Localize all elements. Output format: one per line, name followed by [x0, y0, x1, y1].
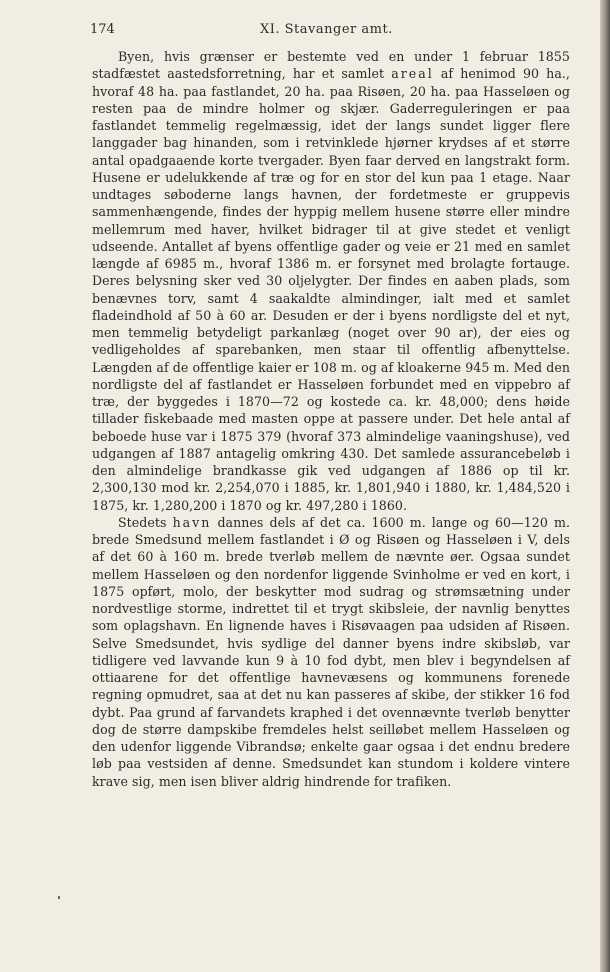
paragraph-text: dannes dels af det ca. 1600 m. lange og 60—120 m. brede Smedsund mellem fastlandet i Ø og Risøen og Hasseløen i V, dels af det 60 à 160 m. brede tverløb mellem de nævnte øer. Ogsaa sundet mellem Hasseløen og den nordenfor liggende Svinholme er ved en kort, i 1875 opført, molo, der beskytter mod sudrag og strømsætning under nordvestlige storme, indrettet til et trygt skibsleie, der navnlig benyttes som oplagshavn. En lignende haves i Risøvaagen paa udsiden af Risøen. Selve Smedsundet, hvis sydlige del danner byens indre skibsløb, var tidligere ved lavvande kun 9 à 10 fod dybt, men blev i begyndelsen af ottiaarene for det offentlige havnevæsens og kommunens forenede regning opmudret, saa at det nu kan passeres af skibe, der stikker 16 fod dybt. Paa grund af farvandets kraphed i det ovennævnte tverløb benytter dog de større dampskibe fremdeles helst seilløbet mellem Hasseløen og den udenfor liggende Vibrandsø; enkelte gaar ogsaa i det endnu bredere løb paa vestsiden af denne. Smedsundet kan stundom i koldere vintere krave sig, men isen bliver aldrig hindrende for trafiken. — [92, 514, 570, 789]
page-edge-shadow — [600, 0, 610, 972]
ink-speck — [58, 896, 60, 899]
paragraph-text: Stedets — [118, 514, 173, 530]
paragraph-havn — [92, 514, 570, 790]
emphasized-term: havn — [172, 514, 212, 530]
body-text — [92, 48, 570, 790]
running-head: XI. Stavanger amt. — [260, 22, 393, 37]
paragraph-areal — [92, 48, 570, 514]
page-header — [90, 22, 570, 42]
page-number: 174 — [90, 22, 115, 37]
emphasized-term: areal — [391, 66, 434, 82]
paragraph-text: af henimod 90 ha., hvoraf 48 ha. paa fastlandet, 20 ha. paa Risøen, 20 ha. paa Hasseløen og resten paa de mindre holmer og skjær. Gaderreguleringen er paa fastlandet temmelig regelmæssig, idet der langs sundet ligger flere langgader bag hinanden, som i retvinklede hjørner krydses af et større antal opadgaaende korte tvergader. Byen faar derved en langstrakt form. Husene er udelukkende af træ og for en stor del kun paa 1 etage. Naar undtages søboderne langs havnen, der fordetmeste er gruppevis sammenhængende, findes der hyppig mellem husene større eller mindre mellemrum med haver, hvilket bidrager til at give stedet et venligt udseende. Antallet af byens offentlige gader og veie er 21 med en samlet længde af 6985 m., hvoraf 1386 m. er forsynet med brolagte fortauge. Deres belysning sker ved 30 oljelygter. Der findes en aaben plads, som benævnes torv, samt 4 saakaldte almindinger, ialt med et samlet fladeindhold af 50 à 60 ar. Desuden er der i byens nordligste del et nyt, men temmelig betydeligt parkanlæg (noget over 90 ar), der eies og vedligeholdes af sparebanken, men staar til offentlig afbenyttelse. Længden af de offentlige kaier er 108 m. og af kloakerne 945 m. Med den nordligste del af fastlandet er Hasseløen forbundet med en vippebro af træ, der byggedes i 1870—72 og kostede ca. kr. 48,000; dens høide tillader fiskebaade med masten oppe at passere under. Det hele antal af beboede huse var i 1875 379 (hvoraf 373 almindelige vaaningshuse), ved udgangen af 1887 antagelig omkring 430. Det samlede assurancebeløb i den almindelige brandkasse gik ved udgangen af 1886 op til kr. 2,300,130 mod kr. 2,254,070 i 1885, kr. 1,801,940 i 1880, kr. 1,484,520 i 1875, kr. 1,280,200 i 1870 og kr. 497,280 i 1860. — [92, 66, 570, 513]
paragraph-text: Byen, hvis grænser er bestemte ved en under 1 februar 1855 stadfæstet aastedsforretning, har et samlet — [92, 49, 570, 82]
